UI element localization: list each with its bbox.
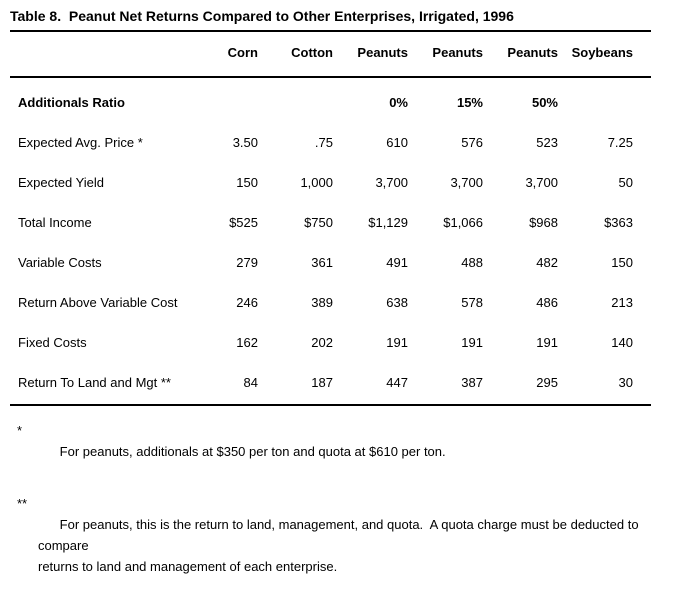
footnotes — [17, 420, 667, 608]
cell-value: 162 — [236, 335, 258, 350]
cell-value: 191 — [536, 335, 558, 350]
cell-value: 191 — [461, 335, 483, 350]
table-header-row — [10, 45, 633, 60]
row-label: Variable Costs — [18, 255, 102, 270]
table-row-additionals-ratio — [10, 95, 633, 135]
cell-value: 3,700 — [375, 175, 408, 190]
footnote-1 — [17, 420, 667, 483]
cell-value: 387 — [461, 375, 483, 390]
cell-value — [558, 95, 633, 135]
footnote-2 — [17, 493, 667, 598]
cell-value: 50 — [618, 175, 633, 190]
row-label: Expected Avg. Price * — [18, 135, 143, 150]
column-header-peanuts-1: Peanuts — [357, 45, 408, 60]
cell-value: 488 — [461, 255, 483, 270]
cell-value: 15% — [456, 95, 483, 110]
table-row-return-above-variable-cost — [10, 295, 633, 335]
table-row-return-to-land-and-mgt — [10, 375, 633, 415]
cell-value: 202 — [311, 335, 333, 350]
cell-value — [258, 95, 333, 135]
cell-value: 150 — [611, 255, 633, 270]
row-label: Fixed Costs — [18, 335, 87, 350]
cell-value: 1,000 — [300, 175, 333, 190]
header-spacer — [10, 45, 183, 60]
cell-value: 3.50 — [232, 135, 258, 150]
cell-value: 140 — [611, 335, 633, 350]
table-body — [10, 95, 633, 415]
row-label: Expected Yield — [18, 175, 105, 190]
cell-value — [183, 95, 258, 135]
divider-header — [10, 76, 651, 78]
cell-value: 389 — [311, 295, 333, 310]
column-header-cotton: Cotton — [291, 45, 333, 60]
divider-footer — [10, 404, 651, 406]
table-row-total-income — [10, 215, 633, 255]
column-header-soybeans: Soybeans — [571, 45, 633, 60]
cell-value: 84 — [243, 375, 258, 390]
cell-value: 610 — [386, 135, 408, 150]
cell-value: 213 — [611, 295, 633, 310]
cell-value: .75 — [314, 135, 333, 150]
row-label: Return Above Variable Cost — [18, 295, 178, 310]
table-row-fixed-costs — [10, 335, 633, 375]
footnote-2-marker: ** — [17, 496, 28, 511]
cell-value: 447 — [386, 375, 408, 390]
cell-value: 246 — [236, 295, 258, 310]
cell-value: 50% — [531, 95, 558, 110]
cell-value: 576 — [461, 135, 483, 150]
column-header-peanuts-3: Peanuts — [507, 45, 558, 60]
cell-value: 150 — [236, 175, 258, 190]
table-row-expected-avg-price — [10, 135, 633, 175]
column-header-peanuts-2: Peanuts — [432, 45, 483, 60]
table-title: Table 8. Peanut Net Returns Compared to Other Enterprises, Irrigated, 1996 — [10, 8, 514, 24]
footnote-1-marker: * — [17, 423, 23, 438]
cell-value: 578 — [461, 295, 483, 310]
cell-value: 191 — [386, 335, 408, 350]
cell-value: $1,066 — [443, 215, 483, 230]
table-row-expected-yield — [10, 175, 633, 215]
footnote-2-text: For peanuts, this is the return to land, management, and quota. A quota charge must be deducted to compare returns to land and management of each enterprise. — [38, 517, 639, 574]
cell-value: 3,700 — [450, 175, 483, 190]
cell-value: $968 — [529, 215, 558, 230]
cell-value: 279 — [236, 255, 258, 270]
cell-value: 30 — [618, 375, 633, 390]
cell-value: 187 — [311, 375, 333, 390]
table-row-variable-costs — [10, 255, 633, 295]
divider-top — [10, 30, 651, 32]
cell-value: 486 — [536, 295, 558, 310]
cell-value: 0% — [389, 95, 408, 110]
cell-value: $525 — [229, 215, 258, 230]
column-header-corn: Corn — [227, 45, 258, 60]
cell-value: 361 — [311, 255, 333, 270]
row-label: Return To Land and Mgt ** — [18, 375, 171, 390]
row-label: Total Income — [18, 215, 92, 230]
row-label: Additionals Ratio — [18, 95, 125, 110]
cell-value: $750 — [304, 215, 333, 230]
footnote-1-text: For peanuts, additionals at $350 per ton and quota at $610 per ton. — [59, 444, 446, 459]
cell-value: 482 — [536, 255, 558, 270]
cell-value: 638 — [386, 295, 408, 310]
cell-value: $1,129 — [368, 215, 408, 230]
cell-value: 523 — [536, 135, 558, 150]
cell-value: $363 — [604, 215, 633, 230]
cell-value: 3,700 — [525, 175, 558, 190]
cell-value: 491 — [386, 255, 408, 270]
cell-value: 295 — [536, 375, 558, 390]
cell-value: 7.25 — [607, 135, 633, 150]
